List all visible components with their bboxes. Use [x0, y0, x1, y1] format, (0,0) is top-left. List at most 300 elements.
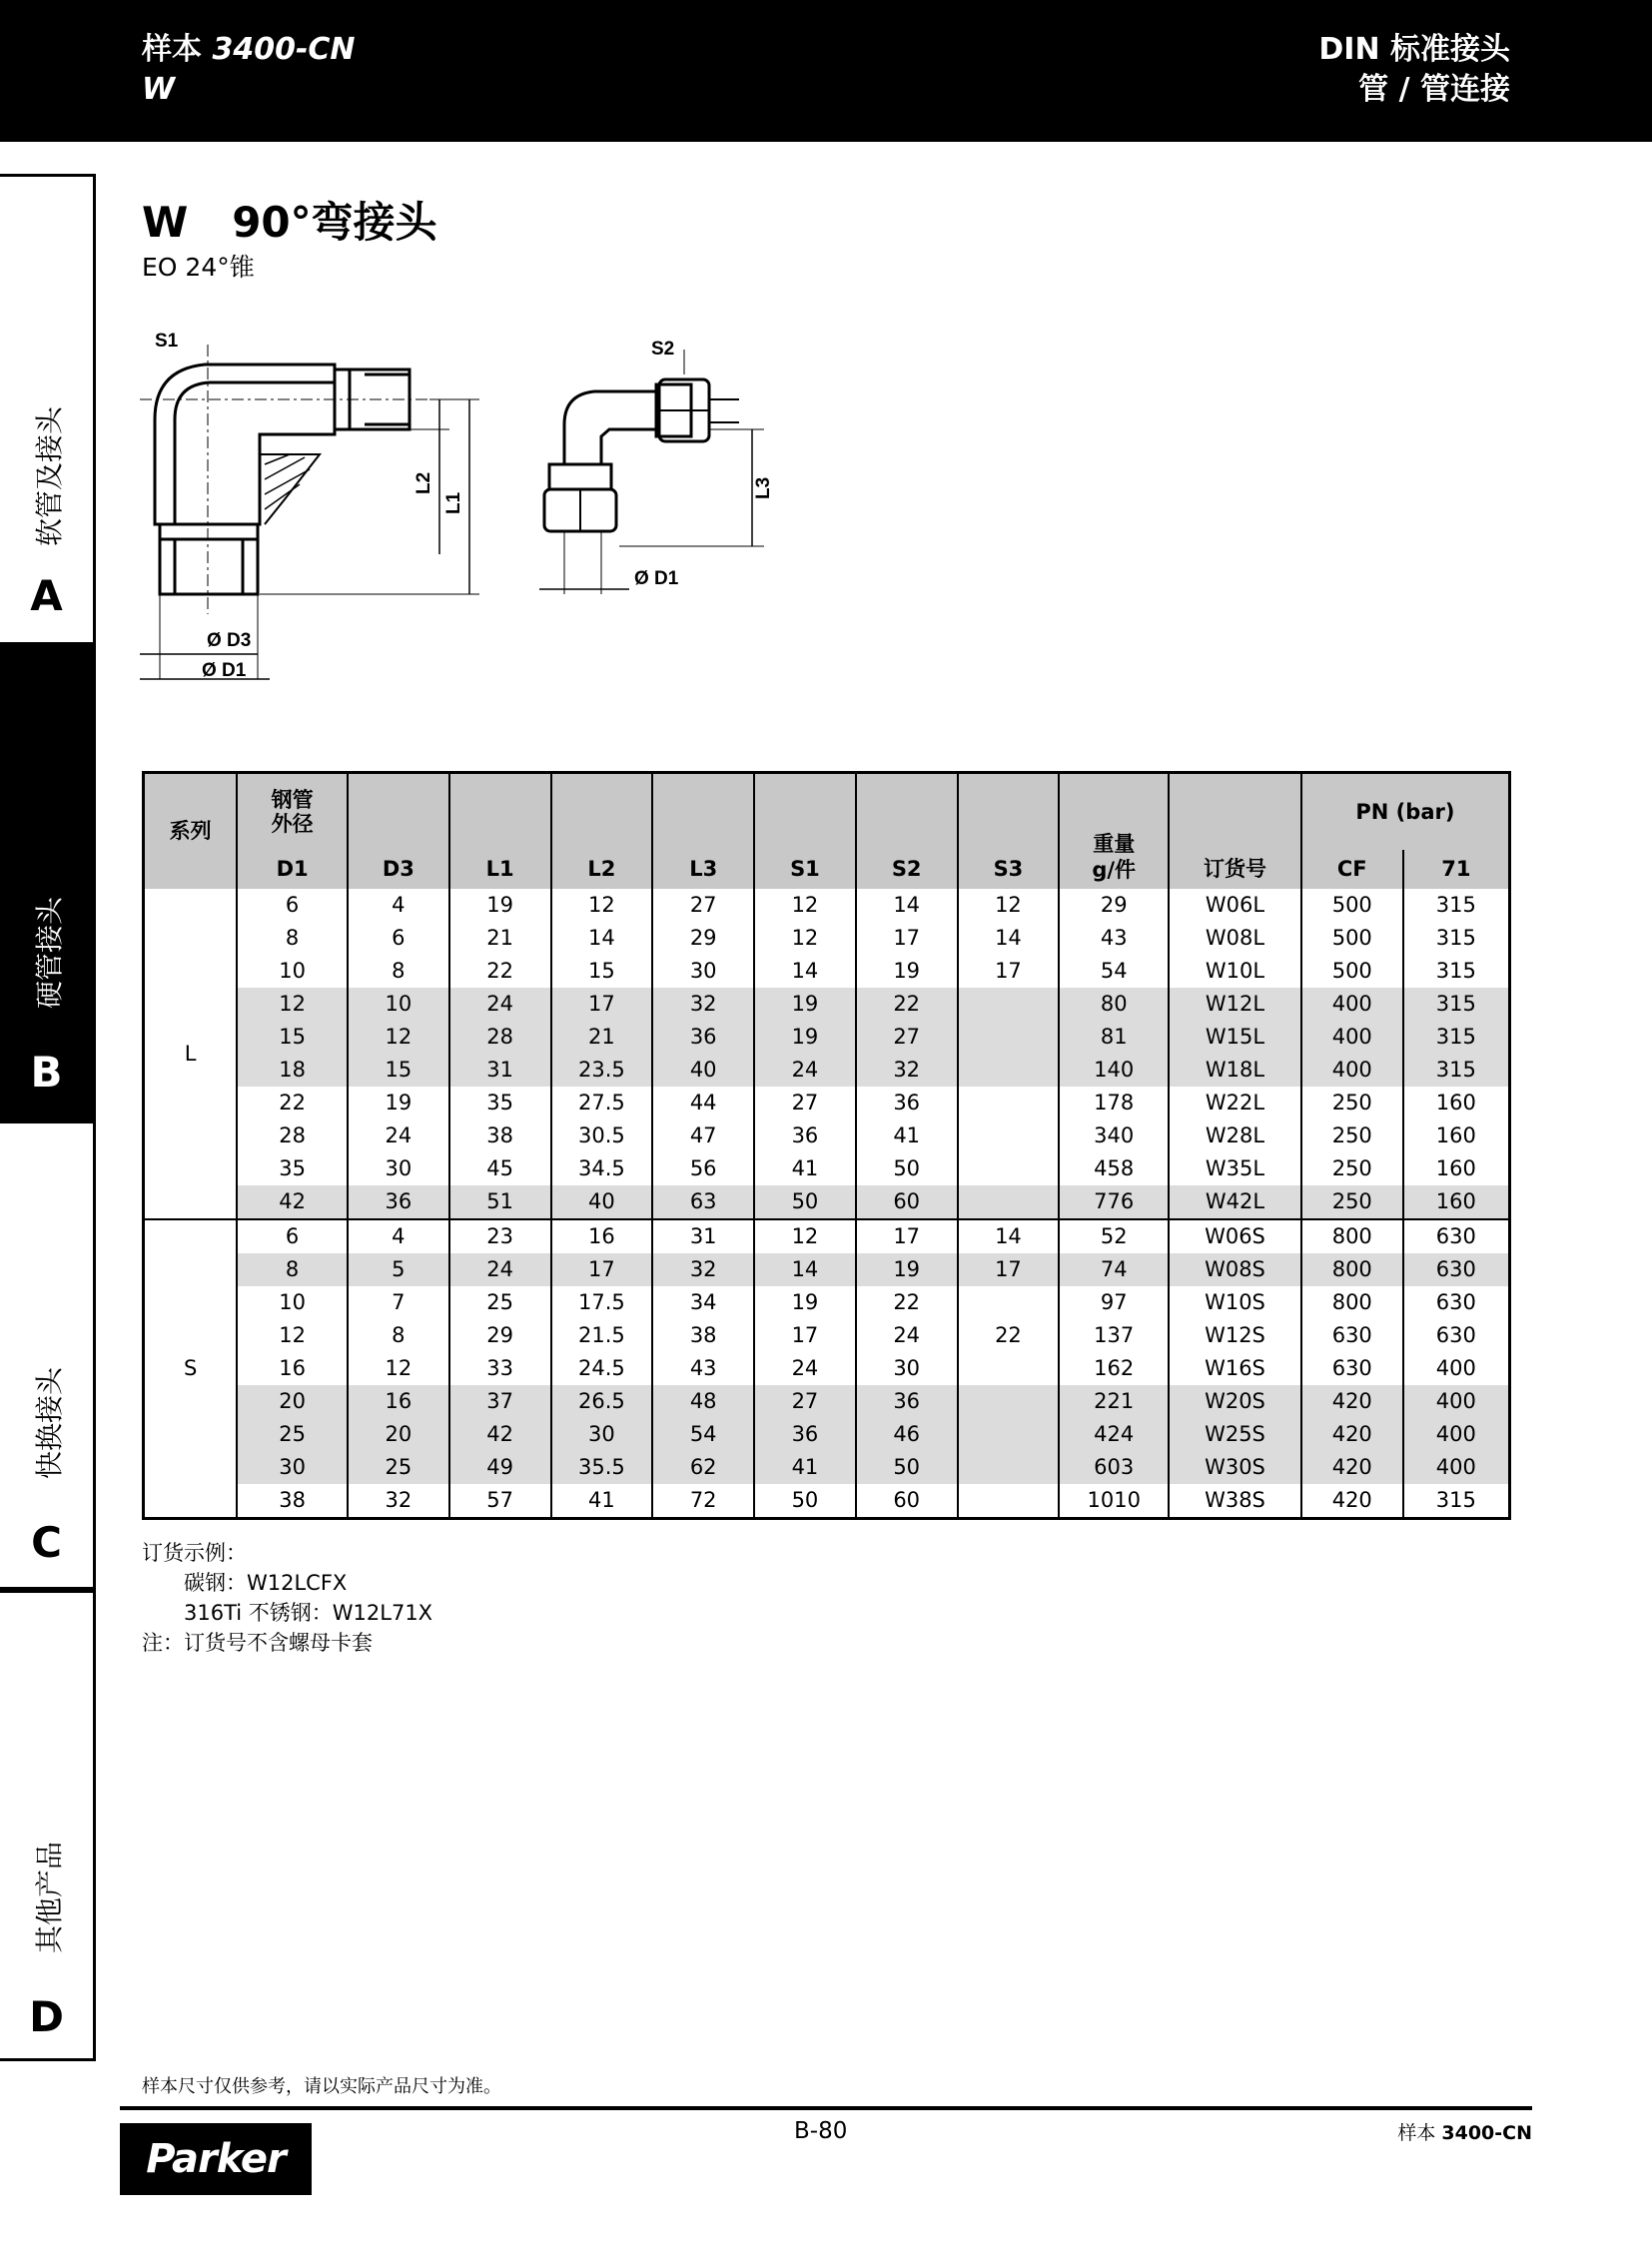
technical-drawing [140, 325, 819, 704]
footer-rule [120, 2106, 1532, 2110]
header-weight: 重量 g/件 [1059, 773, 1169, 890]
table-cell: 21.5 [551, 1319, 653, 1352]
table-cell [958, 1385, 1060, 1418]
table-cell: 5 [348, 1253, 449, 1286]
table-cell: 17 [754, 1319, 856, 1352]
label-l1: L1 [443, 491, 464, 514]
side-tab-d[interactable] [0, 1590, 96, 2061]
table-cell: 27 [754, 1087, 856, 1120]
series-cell: S [144, 1219, 238, 1519]
table-cell [958, 1185, 1060, 1219]
table-cell: 24 [856, 1319, 958, 1352]
header-series: W [142, 72, 176, 107]
table-row [144, 988, 1510, 1021]
table-cell: 25 [348, 1451, 449, 1484]
table-cell: 60 [856, 1484, 958, 1519]
table-cell: 424 [1059, 1418, 1169, 1451]
table-cell: 74 [1059, 1253, 1169, 1286]
table-cell: 12 [348, 1021, 449, 1054]
table-cell: 29 [1059, 889, 1169, 922]
table-cell: 31 [652, 1219, 754, 1253]
table-cell: 14 [551, 922, 653, 955]
table-cell: 19 [856, 955, 958, 988]
table-cell: 20 [348, 1418, 449, 1451]
table-cell: 160 [1403, 1087, 1510, 1120]
table-cell: 12 [754, 1219, 856, 1253]
header-blank-l2 [551, 773, 653, 851]
table-cell: 48 [652, 1385, 754, 1418]
side-tab-a-letter: A [30, 571, 63, 620]
table-cell [958, 1352, 1060, 1385]
table-cell: 81 [1059, 1021, 1169, 1054]
table-cell: 24 [754, 1352, 856, 1385]
table-cell: 20 [237, 1385, 348, 1418]
table-cell: 12 [958, 889, 1060, 922]
header-s1: S1 [754, 850, 856, 889]
table-cell: 21 [449, 922, 551, 955]
table-cell: 14 [856, 889, 958, 922]
series-cell: L [144, 889, 238, 1219]
table-cell: 14 [958, 1219, 1060, 1253]
table-cell: 38 [237, 1484, 348, 1519]
parker-logo: Parker [120, 2123, 312, 2195]
table-cell: W12L [1169, 988, 1301, 1021]
table-cell: 500 [1301, 922, 1403, 955]
side-tab-b[interactable] [0, 645, 96, 1121]
table-cell: 10 [237, 955, 348, 988]
table-cell: 400 [1301, 1054, 1403, 1087]
table-cell: 14 [958, 922, 1060, 955]
header-right [1318, 30, 1510, 110]
table-cell: 34.5 [551, 1152, 653, 1185]
table-cell [958, 1054, 1060, 1087]
table-cell: 12 [237, 988, 348, 1021]
table-cell: W10L [1169, 955, 1301, 988]
spec-table-body [144, 889, 1510, 1519]
table-cell: W18L [1169, 1054, 1301, 1087]
table-cell: 24.5 [551, 1352, 653, 1385]
table-cell: 40 [652, 1054, 754, 1087]
table-cell: 49 [449, 1451, 551, 1484]
table-cell: 19 [348, 1087, 449, 1120]
table-cell: 17 [551, 988, 653, 1021]
page-title: W 90°弯接头 [142, 198, 437, 247]
order-notes [142, 1538, 432, 1658]
table-cell: 37 [449, 1385, 551, 1418]
table-cell: 8 [348, 1319, 449, 1352]
header-l1: L1 [449, 850, 551, 889]
table-row [144, 1219, 1510, 1253]
table-cell: 15 [551, 955, 653, 988]
header-blank-s1 [754, 773, 856, 851]
table-cell: 21 [551, 1021, 653, 1054]
table-cell: 50 [754, 1484, 856, 1519]
table-cell: 30 [856, 1352, 958, 1385]
elbow-drawing-left [140, 345, 479, 679]
table-cell: 19 [856, 1253, 958, 1286]
table-cell: 26.5 [551, 1385, 653, 1418]
table-cell: 776 [1059, 1185, 1169, 1219]
table-cell: 16 [237, 1352, 348, 1385]
table-cell: 80 [1059, 988, 1169, 1021]
table-cell: 36 [856, 1087, 958, 1120]
table-cell: 400 [1403, 1385, 1510, 1418]
table-cell: 97 [1059, 1286, 1169, 1319]
header-blank-d3 [348, 773, 449, 851]
table-cell: 603 [1059, 1451, 1169, 1484]
header-blank-l1 [449, 773, 551, 851]
table-cell: W20S [1169, 1385, 1301, 1418]
page-header [0, 0, 1652, 142]
table-cell: 17 [958, 1253, 1060, 1286]
table-cell: 29 [652, 922, 754, 955]
table-cell: 36 [754, 1120, 856, 1152]
table-cell: 50 [856, 1152, 958, 1185]
table-cell: 25 [449, 1286, 551, 1319]
table-cell: 41 [856, 1120, 958, 1152]
table-cell: 38 [449, 1120, 551, 1152]
table-cell: 52 [1059, 1219, 1169, 1253]
header-blank-l3 [652, 773, 754, 851]
label-l2: L2 [413, 471, 434, 494]
table-cell: 29 [449, 1319, 551, 1352]
table-cell: 34 [652, 1286, 754, 1319]
table-cell: 6 [348, 922, 449, 955]
table-cell: 43 [1059, 922, 1169, 955]
table-cell: 35.5 [551, 1451, 653, 1484]
side-tab-c-letter: C [31, 1518, 62, 1567]
table-row [144, 1418, 1510, 1451]
table-cell: 250 [1301, 1185, 1403, 1219]
table-cell: 27 [754, 1385, 856, 1418]
table-cell: W06S [1169, 1219, 1301, 1253]
table-cell: W28L [1169, 1120, 1301, 1152]
header-blank-s3 [958, 773, 1060, 851]
table-cell: 8 [237, 1253, 348, 1286]
table-cell: 42 [237, 1185, 348, 1219]
table-cell: 420 [1301, 1451, 1403, 1484]
table-cell: 315 [1403, 1054, 1510, 1087]
table-cell [958, 1087, 1060, 1120]
table-row [144, 1484, 1510, 1519]
table-row [144, 955, 1510, 988]
table-cell: 4 [348, 1219, 449, 1253]
table-cell: 45 [449, 1152, 551, 1185]
table-cell: 162 [1059, 1352, 1169, 1385]
table-cell: 62 [652, 1451, 754, 1484]
table-cell: 12 [551, 889, 653, 922]
table-cell: 458 [1059, 1152, 1169, 1185]
table-cell: 27 [856, 1021, 958, 1054]
table-row [144, 1087, 1510, 1120]
side-tab-c-label: 快换接头 [33, 1366, 66, 1480]
side-tab-d-letter: D [29, 1992, 64, 2041]
table-cell: 17 [551, 1253, 653, 1286]
table-cell: 50 [754, 1185, 856, 1219]
table-cell: 800 [1301, 1253, 1403, 1286]
table-cell: 14 [754, 955, 856, 988]
footer-disclaimer: 样本尺寸仅供参考，请以实际产品尺寸为准。 [142, 2076, 501, 2097]
table-cell: 800 [1301, 1219, 1403, 1253]
side-tab-b-letter: B [30, 1048, 63, 1097]
table-cell: 54 [652, 1418, 754, 1451]
table-cell: 19 [754, 1286, 856, 1319]
label-s1: S1 [155, 331, 179, 352]
table-cell: 28 [449, 1021, 551, 1054]
table-cell: 315 [1403, 1021, 1510, 1054]
table-cell: 17 [856, 1219, 958, 1253]
header-s2: S2 [856, 850, 958, 889]
header-left [142, 30, 356, 110]
table-cell: 16 [551, 1219, 653, 1253]
side-tab-a-label: 软管及接头 [33, 405, 66, 547]
side-tab-c[interactable] [0, 1121, 96, 1590]
header-catalog-code: 3400-CN [212, 32, 356, 67]
table-cell: 24 [754, 1054, 856, 1087]
table-cell: W16S [1169, 1352, 1301, 1385]
header-l2: L2 [551, 850, 653, 889]
order-example-carbon: 碳钢：W12LCFX [184, 1571, 348, 1595]
table-cell: 24 [449, 1253, 551, 1286]
table-row [144, 1253, 1510, 1286]
table-cell: 315 [1403, 889, 1510, 922]
table-cell: 72 [652, 1484, 754, 1519]
table-cell: W15L [1169, 1021, 1301, 1054]
table-cell: 7 [348, 1286, 449, 1319]
table-row [144, 1352, 1510, 1385]
table-cell: 4 [348, 889, 449, 922]
table-cell: 50 [856, 1451, 958, 1484]
table-cell [958, 1451, 1060, 1484]
table-cell: 160 [1403, 1120, 1510, 1152]
table-cell: 36 [348, 1185, 449, 1219]
table-cell: 24 [449, 988, 551, 1021]
table-cell: 400 [1403, 1451, 1510, 1484]
header-series: 系列 [144, 773, 238, 890]
table-cell: 15 [348, 1054, 449, 1087]
table-row [144, 1021, 1510, 1054]
table-cell: 17.5 [551, 1286, 653, 1319]
table-cell: 22 [449, 955, 551, 988]
label-d3: Ø D3 [207, 630, 252, 651]
table-cell: 630 [1301, 1319, 1403, 1352]
spec-table [142, 771, 1511, 1520]
table-cell: 19 [754, 988, 856, 1021]
table-cell: 51 [449, 1185, 551, 1219]
table-cell: 35 [449, 1087, 551, 1120]
header-order-no: 订货号 [1169, 850, 1301, 889]
label-d1-right: Ø D1 [634, 568, 679, 589]
table-cell: 630 [1403, 1253, 1510, 1286]
table-cell: 41 [754, 1451, 856, 1484]
table-cell: 36 [754, 1418, 856, 1451]
table-cell: 32 [856, 1054, 958, 1087]
table-row [144, 1286, 1510, 1319]
table-cell: 46 [856, 1418, 958, 1451]
table-cell: W38S [1169, 1484, 1301, 1519]
table-cell: 23.5 [551, 1054, 653, 1087]
table-cell: 30 [237, 1451, 348, 1484]
table-cell: 22 [958, 1319, 1060, 1352]
header-blank-s2 [856, 773, 958, 851]
table-cell: W22L [1169, 1087, 1301, 1120]
table-cell [958, 1418, 1060, 1451]
side-tab-a[interactable] [0, 174, 96, 645]
table-cell: 630 [1403, 1286, 1510, 1319]
table-cell: 6 [237, 889, 348, 922]
table-cell [958, 1152, 1060, 1185]
table-cell: 160 [1403, 1152, 1510, 1185]
table-cell: 250 [1301, 1087, 1403, 1120]
table-cell: 800 [1301, 1286, 1403, 1319]
table-cell: 420 [1301, 1418, 1403, 1451]
table-cell: 8 [237, 922, 348, 955]
header-s3: S3 [958, 850, 1060, 889]
label-d1: Ø D1 [202, 660, 247, 681]
table-cell: 178 [1059, 1087, 1169, 1120]
table-cell: 40 [551, 1185, 653, 1219]
table-cell: 1010 [1059, 1484, 1169, 1519]
table-cell: 500 [1301, 889, 1403, 922]
table-cell: 140 [1059, 1054, 1169, 1087]
table-cell: W08L [1169, 922, 1301, 955]
table-cell: 22 [856, 1286, 958, 1319]
table-cell: 400 [1301, 988, 1403, 1021]
table-cell: 32 [652, 988, 754, 1021]
elbow-drawing-right [539, 350, 764, 594]
page-number: B-80 [794, 2118, 848, 2144]
table-cell: 23 [449, 1219, 551, 1253]
table-cell: 6 [237, 1219, 348, 1253]
header-l3: L3 [652, 850, 754, 889]
table-cell [958, 1484, 1060, 1519]
table-cell: 30 [652, 955, 754, 988]
table-row [144, 1319, 1510, 1352]
table-cell: 221 [1059, 1385, 1169, 1418]
label-l3: L3 [753, 476, 774, 499]
table-row [144, 1185, 1510, 1219]
table-row [144, 1451, 1510, 1484]
table-cell: 56 [652, 1152, 754, 1185]
order-note: 注：订货号不含螺母卡套 [142, 1631, 373, 1655]
header-catalog-prefix: 样本 [142, 32, 213, 67]
header-d1: D1 [237, 850, 348, 889]
table-row [144, 1054, 1510, 1087]
table-cell: 30 [551, 1418, 653, 1451]
table-cell: 63 [652, 1185, 754, 1219]
table-cell: 36 [652, 1021, 754, 1054]
order-example-label: 订货示例： [142, 1541, 247, 1565]
table-cell: 22 [856, 988, 958, 1021]
table-cell: 14 [754, 1253, 856, 1286]
table-cell: 630 [1403, 1219, 1510, 1253]
footer-catalog: 样本 3400-CN [1397, 2122, 1532, 2144]
header-pipe-od: 钢管 外径 [237, 773, 348, 851]
table-cell: 250 [1301, 1152, 1403, 1185]
table-cell: 27 [652, 889, 754, 922]
table-cell [958, 988, 1060, 1021]
table-cell: 25 [237, 1418, 348, 1451]
table-cell: 19 [449, 889, 551, 922]
table-cell: 33 [449, 1352, 551, 1385]
label-s2: S2 [651, 339, 675, 360]
table-cell: 10 [237, 1286, 348, 1319]
table-cell: 16 [348, 1385, 449, 1418]
table-cell: 340 [1059, 1120, 1169, 1152]
header-71: 71 [1403, 850, 1510, 889]
table-cell: W12S [1169, 1319, 1301, 1352]
table-cell: 28 [237, 1120, 348, 1152]
table-row [144, 1385, 1510, 1418]
table-cell: 41 [551, 1484, 653, 1519]
table-cell: 315 [1403, 988, 1510, 1021]
table-cell: 36 [856, 1385, 958, 1418]
table-cell: W35L [1169, 1152, 1301, 1185]
header-subcategory: 管 / 管连接 [1358, 72, 1510, 107]
side-tab-d-label: 其他产品 [33, 1841, 66, 1954]
table-cell: 35 [237, 1152, 348, 1185]
table-cell: 12 [237, 1319, 348, 1352]
order-example-stainless: 316Ti 不锈钢：W12L71X [184, 1601, 433, 1625]
table-cell: 19 [754, 1021, 856, 1054]
header-cf: CF [1301, 850, 1403, 889]
table-cell [958, 1120, 1060, 1152]
table-cell: 12 [348, 1352, 449, 1385]
table-cell: 250 [1301, 1120, 1403, 1152]
table-cell: 420 [1301, 1484, 1403, 1519]
header-pn: PN (bar) [1301, 773, 1510, 851]
table-cell: W30S [1169, 1451, 1301, 1484]
table-cell: 17 [958, 955, 1060, 988]
table-cell: 47 [652, 1120, 754, 1152]
table-cell: 30 [348, 1152, 449, 1185]
table-cell [958, 1286, 1060, 1319]
table-cell: 54 [1059, 955, 1169, 988]
table-cell: 30.5 [551, 1120, 653, 1152]
header-d3: D3 [348, 850, 449, 889]
table-cell: 15 [237, 1021, 348, 1054]
table-cell: 32 [652, 1253, 754, 1286]
table-cell: 27.5 [551, 1087, 653, 1120]
table-cell: 137 [1059, 1319, 1169, 1352]
table-cell: 315 [1403, 922, 1510, 955]
table-cell: 60 [856, 1185, 958, 1219]
table-cell: 24 [348, 1120, 449, 1152]
table-cell: W06L [1169, 889, 1301, 922]
header-blank-order [1169, 773, 1301, 851]
table-cell: 400 [1403, 1418, 1510, 1451]
table-cell: 12 [754, 922, 856, 955]
table-cell: 420 [1301, 1385, 1403, 1418]
table-cell: 31 [449, 1054, 551, 1087]
table-cell: W25S [1169, 1418, 1301, 1451]
table-cell [958, 1021, 1060, 1054]
table-cell: 22 [237, 1087, 348, 1120]
table-cell: 630 [1403, 1319, 1510, 1352]
header-category: DIN 标准接头 [1318, 32, 1510, 67]
table-cell: 160 [1403, 1185, 1510, 1219]
table-cell: 630 [1301, 1352, 1403, 1385]
table-cell: 315 [1403, 955, 1510, 988]
table-cell: 500 [1301, 955, 1403, 988]
table-cell: 32 [348, 1484, 449, 1519]
table-cell: 18 [237, 1054, 348, 1087]
table-cell: 12 [754, 889, 856, 922]
table-cell: 10 [348, 988, 449, 1021]
table-cell: 8 [348, 955, 449, 988]
table-row [144, 1120, 1510, 1152]
table-cell: W42L [1169, 1185, 1301, 1219]
